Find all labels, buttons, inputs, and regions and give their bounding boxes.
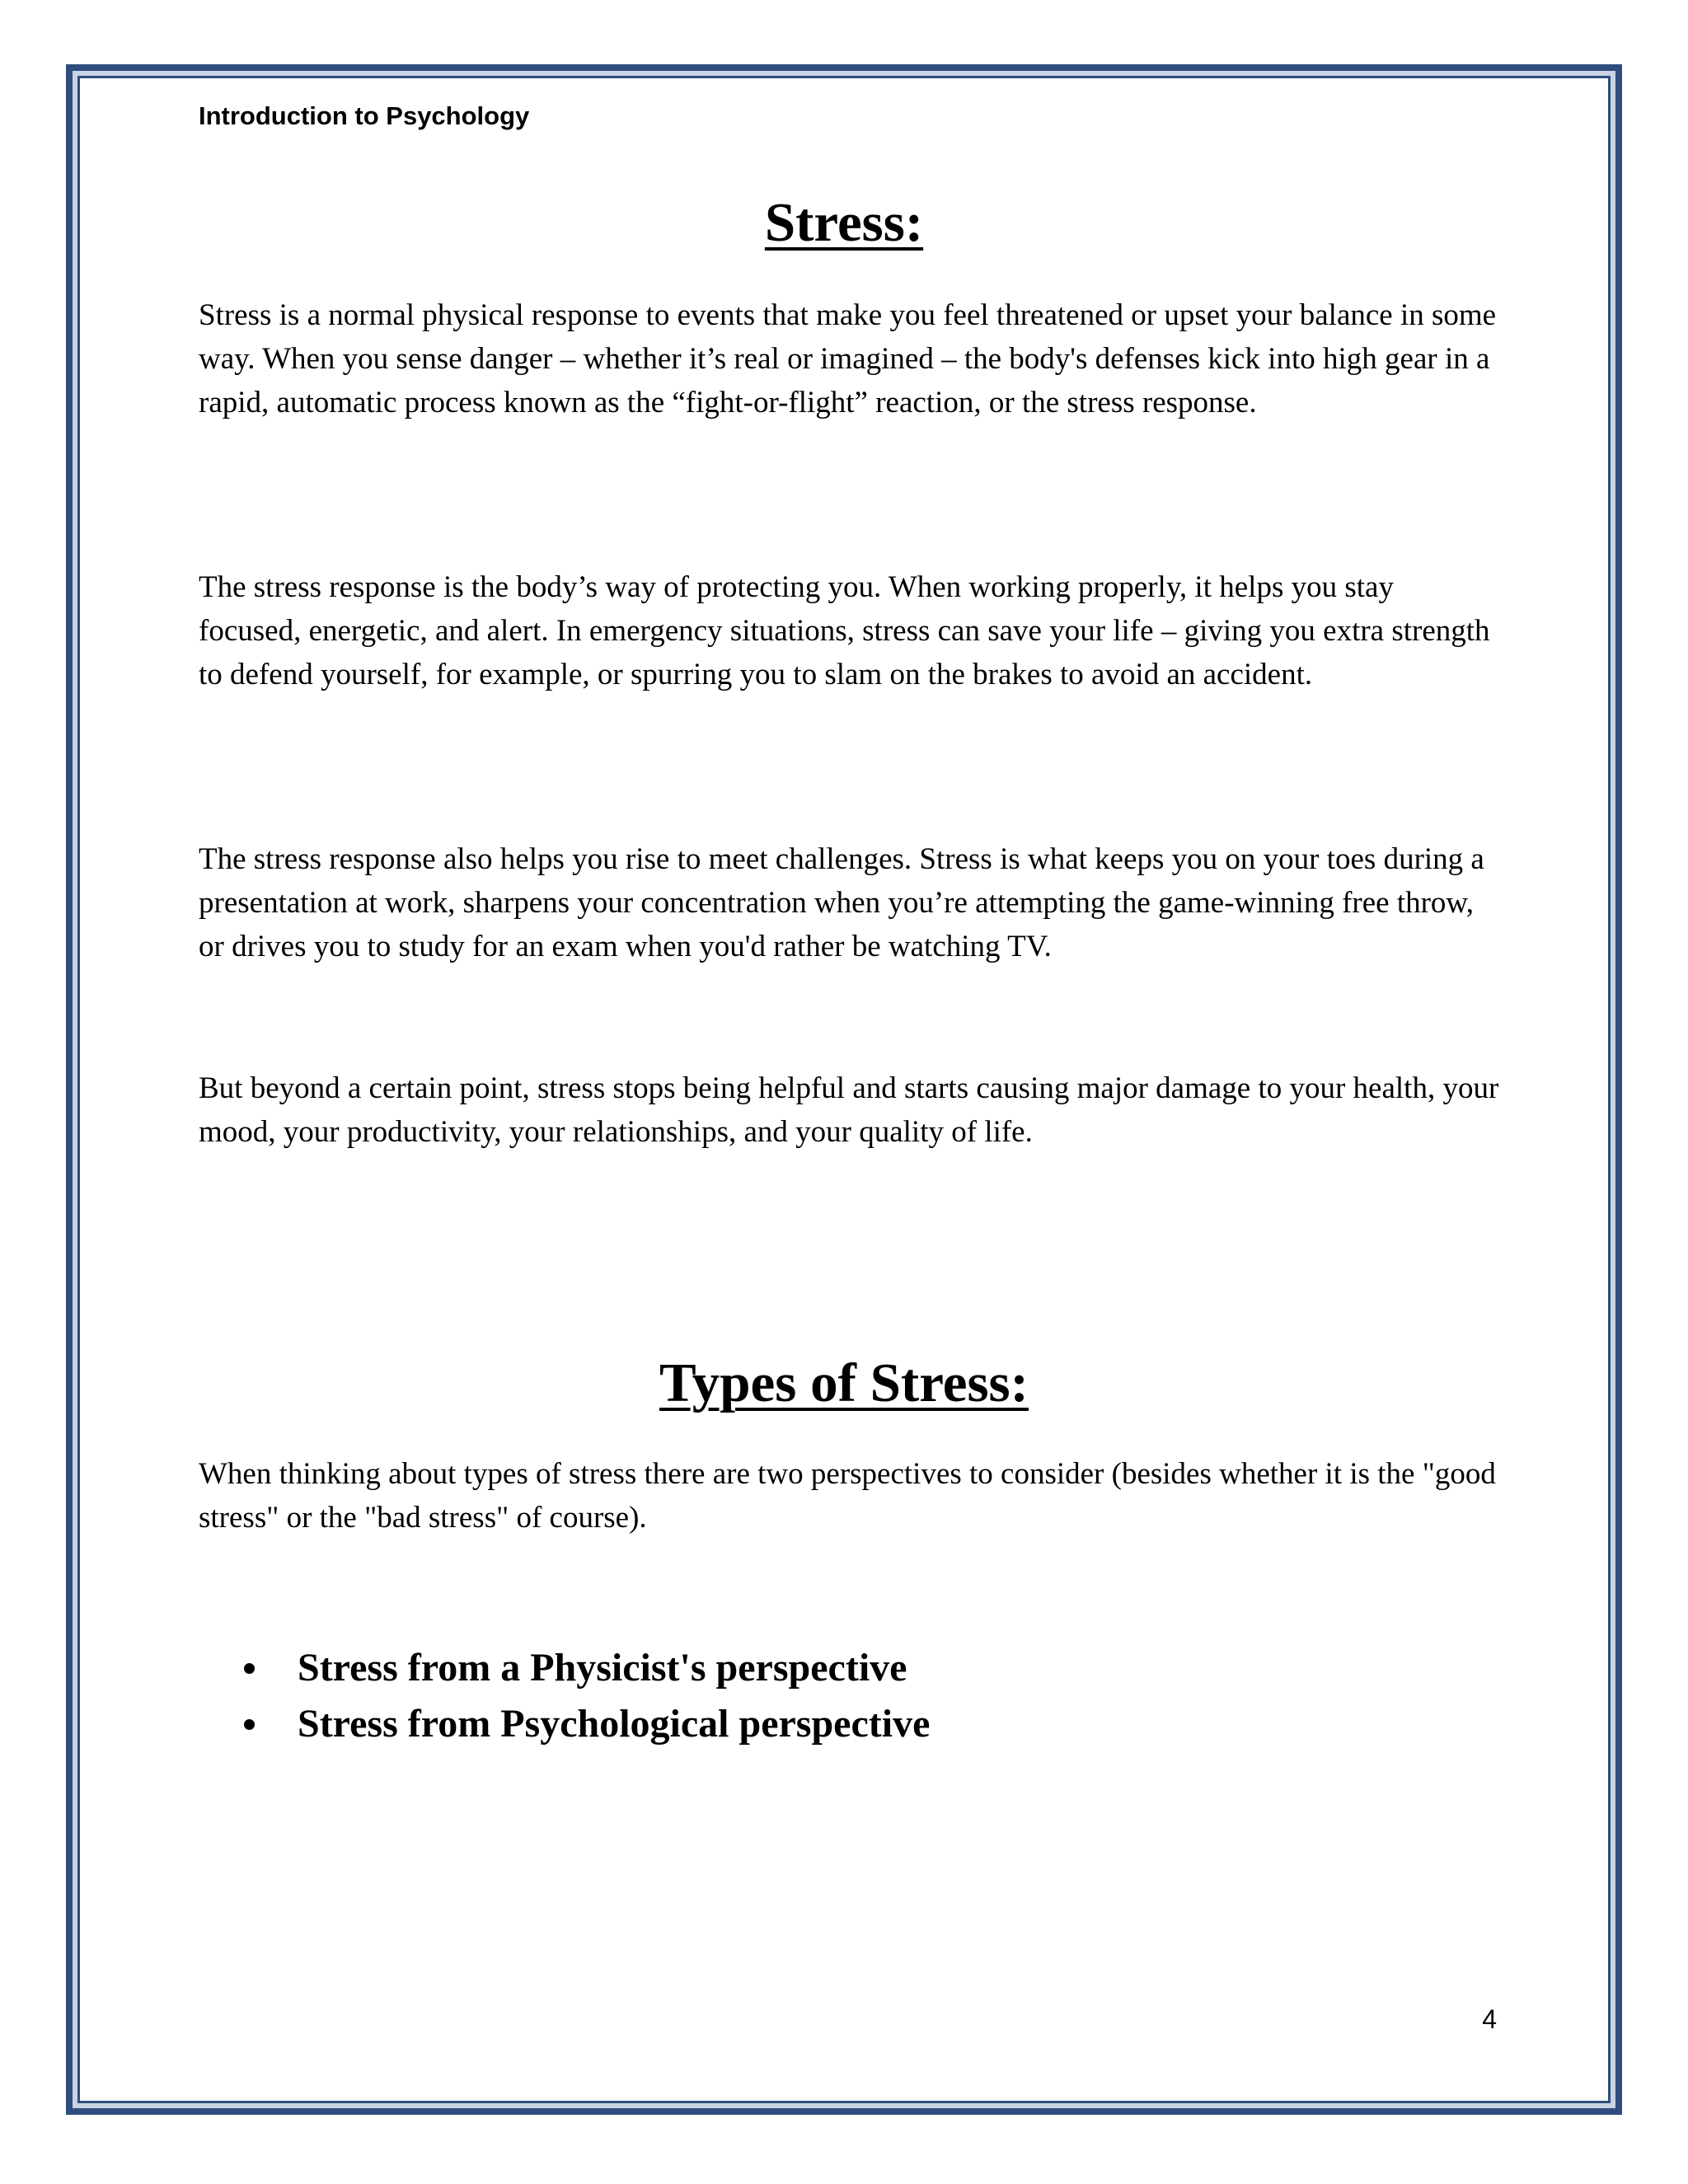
list-item xyxy=(244,1640,930,1696)
bullet-icon xyxy=(244,1663,255,1674)
section-heading-stress: Stress: xyxy=(764,192,924,253)
section-heading-types-of-stress: Types of Stress: xyxy=(659,1352,1029,1413)
paragraph-stress-definition: Stress is a normal physical response to events that make you feel threatened or upset your balance in some way. When you sense danger – whether it’s real or imagined – the body's defenses kick into high gear in a rapid, automatic process known as the “fight-or-flight” reaction, or the stress response. xyxy=(199,298,1497,419)
page-number: 4 xyxy=(1482,2004,1497,2034)
running-header: Introduction to Psychology xyxy=(199,101,530,130)
paragraph-stress-challenges: The stress response also helps you rise to meet challenges. Stress is what keeps you on your toes during a presentation at work, sharpens your concentration when you’re attempting the game-winning free throw, or drives you to study for an exam when you'd rather be watching TV. xyxy=(199,842,1484,963)
bullet-icon xyxy=(244,1719,255,1730)
paragraph-stress-damage: But beyond a certain point, stress stops being helpful and starts causing major damage to your health, your mood, your productivity, your relationships, and your quality of life. xyxy=(199,1071,1499,1149)
list-item-label: Stress from a Physicist's perspective xyxy=(298,1646,907,1690)
list-item xyxy=(244,1696,930,1752)
paragraph-types-intro: When thinking about types of stress there are two perspectives to consider (besides whether it is the "good stress" or the "bad stress" of course). xyxy=(199,1457,1496,1535)
paragraph-stress-protection: The stress response is the body’s way of protecting you. When working properly, it helps you stay focused, energetic, and alert. In emergency situations, stress can save your life – giving you extra strength to defend yourself, for example, or spurring you to slam on the brakes to avoid an accident. xyxy=(199,570,1490,691)
stress-perspectives-list xyxy=(244,1640,930,1752)
list-item-label: Stress from Psychological perspective xyxy=(298,1702,931,1746)
